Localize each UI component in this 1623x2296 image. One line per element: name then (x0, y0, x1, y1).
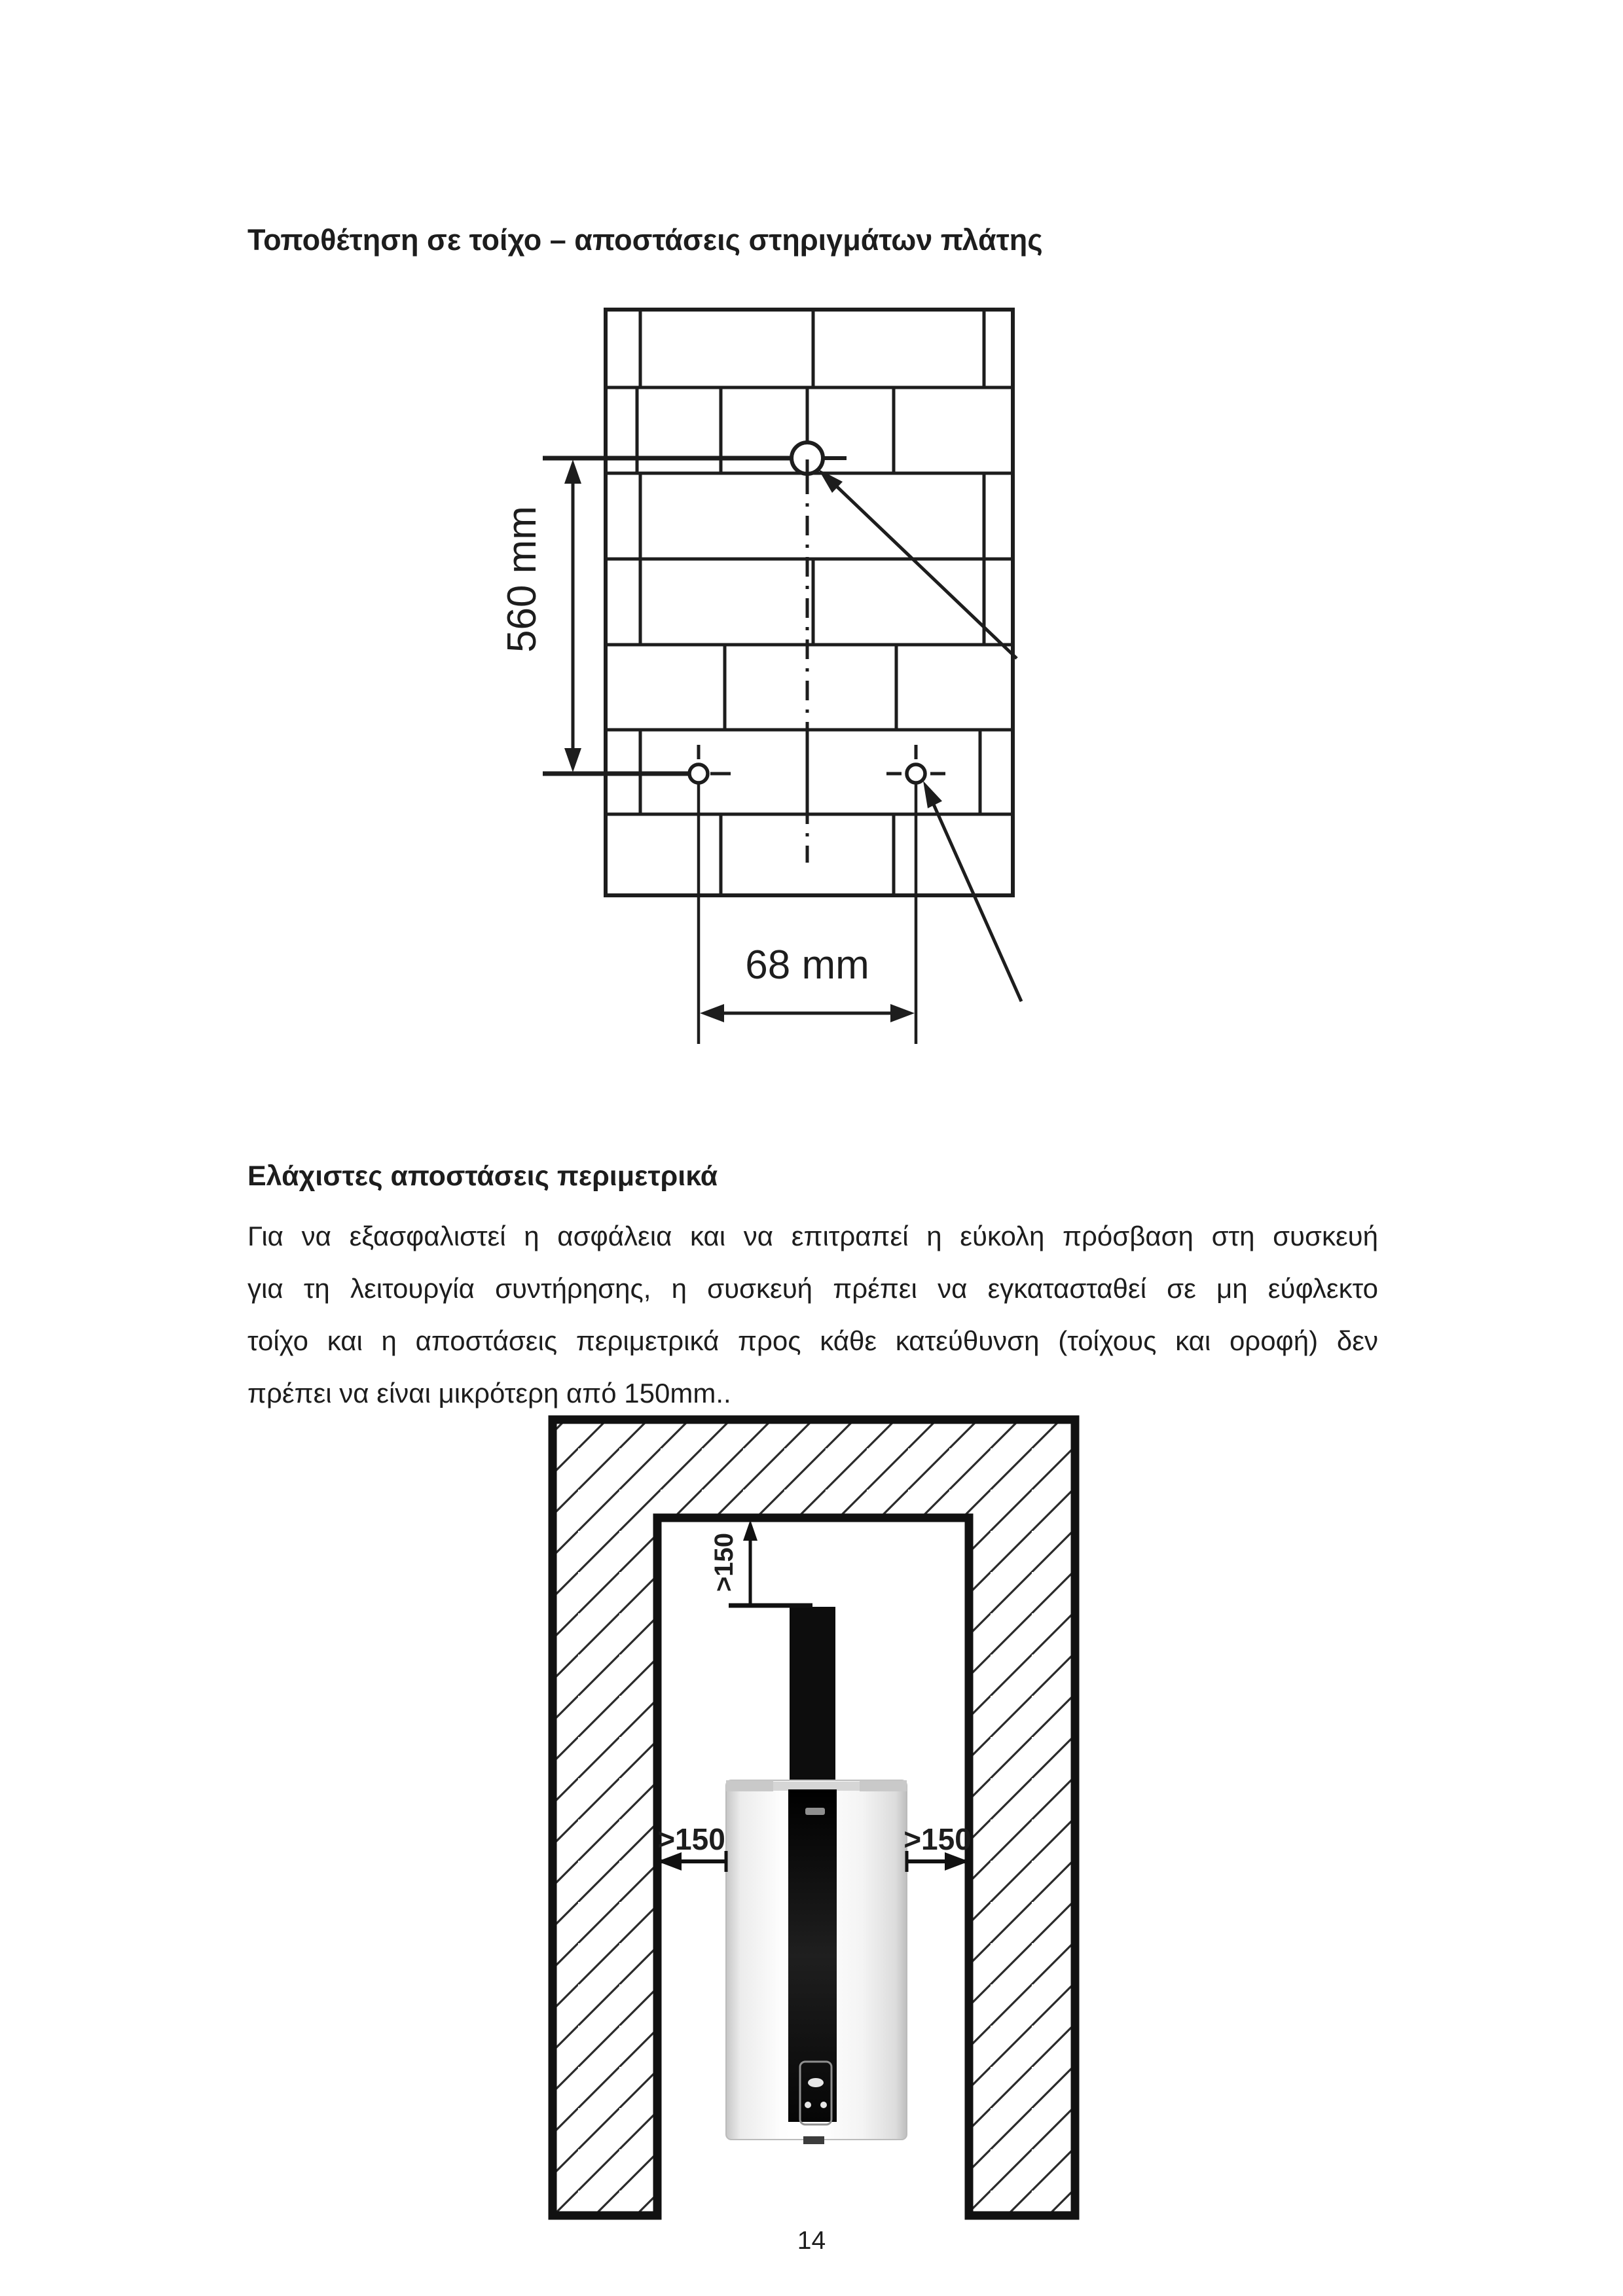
boiler-bracket-left (726, 1780, 773, 1791)
flue-pipe (790, 1607, 835, 1791)
paragraph-line: πρέπει να είναι μικρότερη από 150mm.. (247, 1378, 731, 1408)
paragraph-line: για τη λειτουργία συντήρησης, η συσκευή πρέπει να εγκατασταθεί σε μη εύφλεκτο (247, 1273, 1378, 1304)
clearance-diagram (537, 1407, 1093, 2232)
paragraph-line: τοίχο και η αποστάσεις περιμετρικά προς κάθε κατεύθυνση (τοίχους και οροφή) δεν (247, 1325, 1378, 1356)
section-heading: Ελάχιστες αποστάσεις περιμετρικά (247, 1160, 718, 1192)
boiler-glass-stripe (788, 1789, 837, 2122)
section-paragraph (247, 1210, 1378, 1420)
top-clearance-label: >150 (710, 1532, 739, 1592)
paragraph-line: Για να εξασφαλιστεί η ασφάλεια και να επιτραπεί η εύκολη πρόσβαση στη συσκευή (247, 1221, 1378, 1251)
page-number: 14 (797, 2227, 826, 2255)
top-clearance-dimension (729, 1520, 812, 1605)
horizontal-distance-label: 68 mm (745, 942, 869, 988)
wall-mounting-diagram (498, 281, 1061, 1054)
left-clearance-label: >150 (657, 1822, 725, 1856)
boiler (726, 1780, 907, 2144)
page-title: Τοποθέτηση σε τοίχο – αποστάσεις στηριγμάτων πλάτης (247, 223, 1043, 257)
top-anchor-point (792, 442, 823, 474)
boiler-bottom-tab (803, 2136, 824, 2144)
right-clearance-label: >150 (903, 1822, 972, 1856)
vertical-distance-label: 560 mm (500, 506, 545, 653)
boiler-bracket-right (860, 1780, 907, 1791)
brand-logo (805, 1808, 825, 1815)
brick-wall (606, 310, 1013, 895)
